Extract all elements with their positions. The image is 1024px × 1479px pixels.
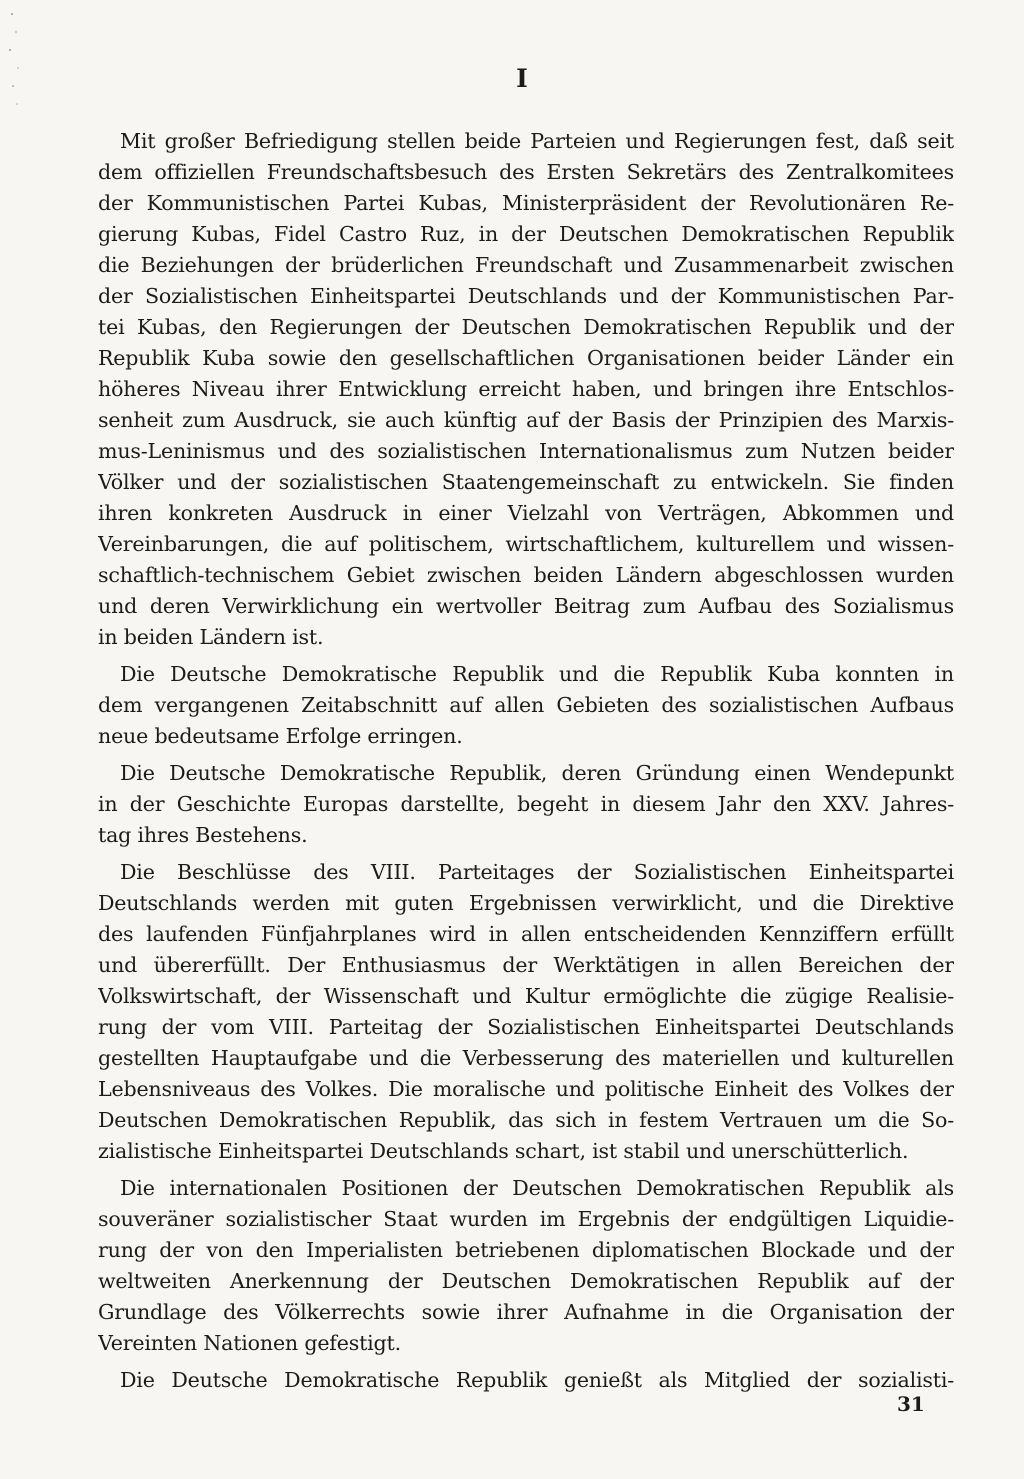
text-line: in der Geschichte Europas darstellte, begeht in diesem Jahr den XXV. Jahres- (98, 792, 954, 816)
text-line: der Kommunistischen Partei Kubas, Ministerpräsident der Revolutionären Re- (98, 191, 954, 215)
paragraph (98, 1365, 954, 1396)
text-line: Völker und der sozialistischen Staatengemeinschaft zu entwickeln. Sie finden (98, 470, 954, 494)
paragraph (98, 758, 954, 851)
text-line: in beiden Ländern ist. (98, 625, 324, 649)
paragraph (98, 1173, 954, 1359)
text-line: senheit zum Ausdruck, sie auch künftig auf der Basis der Prinzipien des Marxis- (98, 408, 954, 432)
section-heading: I (516, 64, 528, 93)
text-line: neue bedeutsame Erfolge erringen. (98, 724, 463, 748)
paragraph (98, 659, 954, 752)
text-line: Vereinbarungen, die auf politischem, wirtschaftlichem, kulturellem und wissen- (98, 532, 954, 556)
text-line: Vereinten Nationen gefestigt. (98, 1331, 401, 1355)
text-line: rung der vom VIII. Parteitag der Sozialistischen Einheitspartei Deutschlands (98, 1015, 954, 1039)
text-line: schaftlich-technischem Gebiet zwischen beiden Ländern abgeschlossen wurden (98, 563, 954, 587)
text-line: tei Kubas, den Regierungen der Deutschen Demokratischen Republik und der (98, 315, 954, 339)
text-line: Die Deutsche Demokratische Republik, deren Gründung einen Wendepunkt (120, 761, 954, 785)
paragraph (98, 857, 954, 1167)
text-line: des laufenden Fünfjahrplanes wird in allen entscheidenden Kennziffern erfüllt (98, 922, 954, 946)
text-line: Mit großer Befriedigung stellen beide Parteien und Regierungen fest, daß seit (120, 129, 954, 153)
text-line: höheres Niveau ihrer Entwicklung erreicht haben, und bringen ihre Entschlos- (98, 377, 954, 401)
text-line: und deren Verwirklichung ein wertvoller Beitrag zum Aufbau des Sozialismus (98, 594, 954, 618)
text-line: dem vergangenen Zeitabschnitt auf allen Gebieten des sozialistischen Aufbaus (98, 693, 954, 717)
body-text (98, 126, 954, 1396)
text-line: gestellten Hauptaufgabe und die Verbesserung des materiellen und kulturellen (98, 1046, 954, 1070)
page-number: 31 (897, 1392, 925, 1416)
text-line: Republik Kuba sowie den gesellschaftlichen Organisationen beider Länder ein (98, 346, 954, 370)
text-line: die Beziehungen der brüderlichen Freundschaft und Zusammenarbeit zwischen (98, 253, 954, 277)
text-line: souveräner sozialistischer Staat wurden im Ergebnis der endgültigen Liquidie- (98, 1207, 954, 1231)
text-line: Die internationalen Positionen der Deutschen Demokratischen Republik als (120, 1176, 954, 1200)
text-line: Lebensniveaus des Volkes. Die moralische und politische Einheit des Volkes der (98, 1077, 954, 1101)
text-line: Die Deutsche Demokratische Republik und die Republik Kuba konnten in (120, 662, 954, 686)
text-line: rung der von den Imperialisten betriebenen diplomatischen Blockade und der (98, 1238, 954, 1262)
text-line: ihren konkreten Ausdruck in einer Vielzahl von Verträgen, Abkommen und (98, 501, 954, 525)
text-line: der Sozialistischen Einheitspartei Deutschlands und der Kommunistischen Par- (98, 284, 954, 308)
text-line: zialistische Einheitspartei Deutschlands schart, ist stabil und unerschütterlich. (98, 1139, 909, 1163)
text-line: Die Beschlüsse des VIII. Parteitages der Sozialistischen Einheitspartei (120, 860, 954, 884)
text-line: Grundlage des Völkerrechts sowie ihrer Aufnahme in die Organisation der (98, 1300, 954, 1324)
text-line: und übererfüllt. Der Enthusiasmus der Werktätigen in allen Bereichen der (98, 953, 954, 977)
text-line: gierung Kubas, Fidel Castro Ruz, in der Deutschen Demokratischen Republik (98, 222, 954, 246)
text-line: dem offiziellen Freundschaftsbesuch des Ersten Sekretärs des Zentralkomitees (98, 160, 954, 184)
text-line: Die Deutsche Demokratische Republik genießt als Mitglied der sozialisti- (120, 1368, 954, 1392)
text-line: Deutschen Demokratischen Republik, das sich in festem Vertrauen um die So- (98, 1108, 954, 1132)
text-line: mus-Leninismus und des sozialistischen Internationalismus zum Nutzen beider (98, 439, 954, 463)
text-line: weltweiten Anerkennung der Deutschen Demokratischen Republik auf der (98, 1269, 954, 1293)
text-line: Volkswirtschaft, der Wissenschaft und Kultur ermöglichte die zügige Realisie- (98, 984, 954, 1008)
text-line: Deutschlands werden mit guten Ergebnissen verwirklicht, und die Direktive (98, 891, 954, 915)
text-line: tag ihres Bestehens. (98, 823, 308, 847)
paragraph (98, 126, 954, 653)
